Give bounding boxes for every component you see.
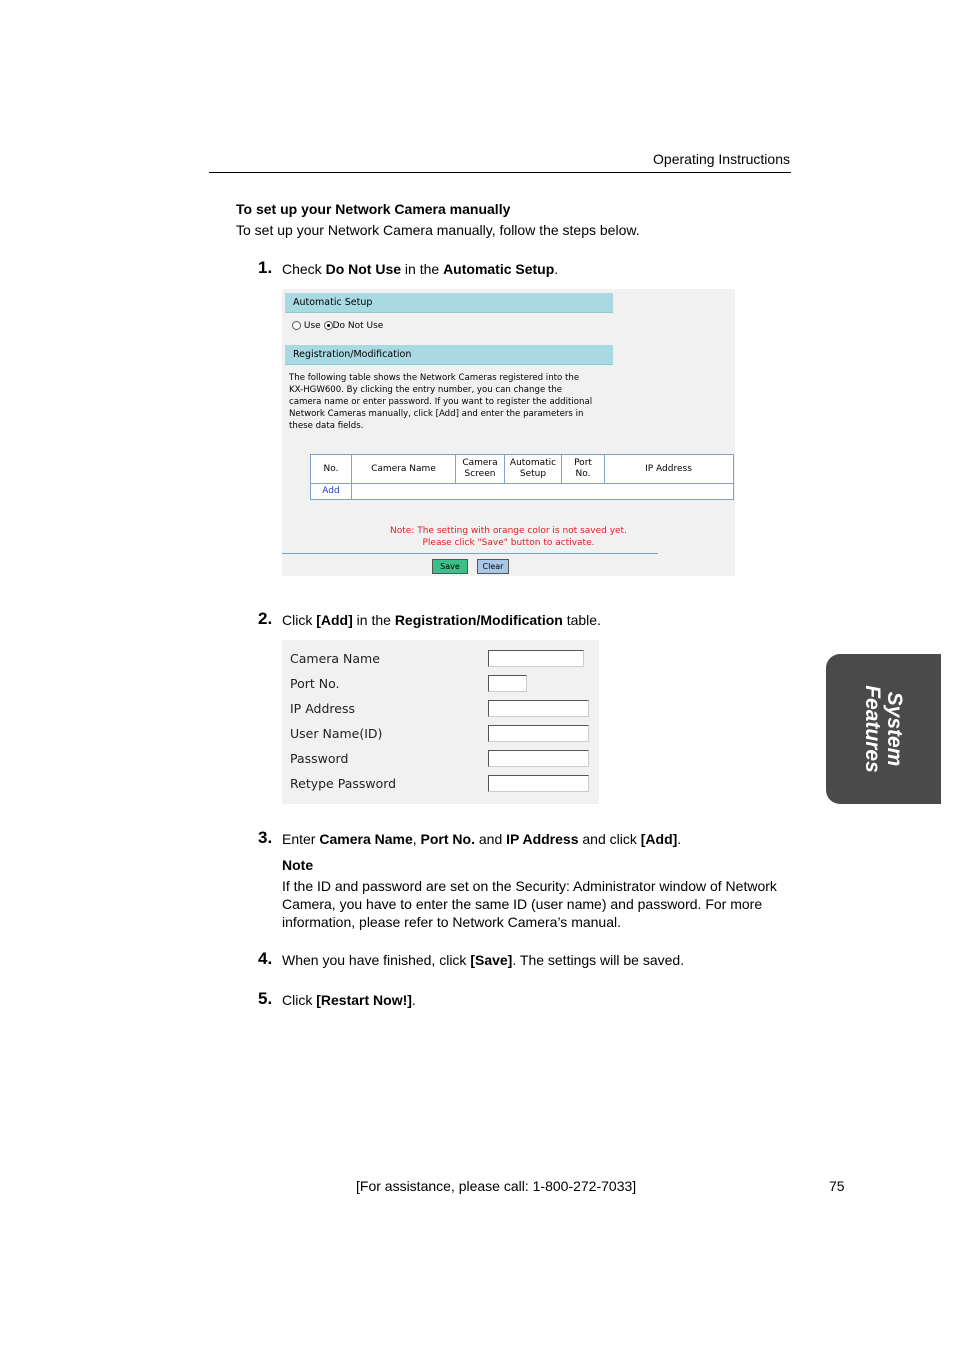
side-tab-label xyxy=(861,685,905,773)
step-1-text: Check Do Not Use in the Automatic Setup. xyxy=(282,261,559,277)
note-line-1: If the ID and password are set on the Security: Administrator window of Network xyxy=(282,878,777,894)
column-header: Camera Name xyxy=(352,455,456,483)
automatic-setup-title: Automatic Setup xyxy=(293,297,373,308)
step-5-text: Click [Restart Now!]. xyxy=(282,992,416,1008)
column-header: Camera Screen xyxy=(456,455,505,483)
intro-text: To set up your Network Camera manually, follow the steps below. xyxy=(236,222,640,238)
note-line-3: information, please refer to Network Camera’s manual. xyxy=(282,914,622,930)
automatic-setup-radios xyxy=(292,321,383,331)
desc-line: The following table shows the Network Cameras registered into the xyxy=(289,373,580,383)
page-number: 75 xyxy=(829,1178,845,1194)
step-2-text: Click [Add] in the Registration/Modification table. xyxy=(282,612,601,628)
password-input[interactable] xyxy=(488,750,589,767)
user-name-label: User Name(ID) xyxy=(290,726,383,741)
column-header: Automatic Setup xyxy=(505,455,562,483)
port-no-label: Port No. xyxy=(290,676,340,691)
side-tab-line-2: Features xyxy=(861,685,884,773)
running-title: Operating Instructions xyxy=(653,151,790,167)
section-heading: To set up your Network Camera manually xyxy=(236,201,511,217)
column-header: Port No. xyxy=(562,455,605,483)
radio-do-not-use-label: Do Not Use xyxy=(332,321,384,331)
unsaved-note-line-2: Please click "Save" button to activate. xyxy=(422,538,595,548)
step-3-number: 3. xyxy=(258,828,273,847)
password-label: Password xyxy=(290,751,349,766)
desc-line: these data fields. xyxy=(289,421,364,431)
step-4-text: When you have finished, click [Save]. The settings will be saved. xyxy=(282,952,685,968)
step-1-number: 1. xyxy=(258,258,273,277)
clear-button[interactable]: Clear xyxy=(477,559,509,574)
registration-add-row xyxy=(310,483,734,500)
divider xyxy=(282,553,658,554)
column-header: IP Address xyxy=(645,463,692,474)
unsaved-note-line-1: Note: The setting with orange color is not saved yet. xyxy=(390,526,627,536)
registration-description xyxy=(289,372,609,432)
user-name-input[interactable] xyxy=(488,725,589,742)
camera-name-label: Camera Name xyxy=(290,651,380,666)
add-link[interactable]: Add xyxy=(311,484,352,499)
desc-line: KX-HGW600. By clicking the entry number, you can change the xyxy=(289,385,563,395)
ip-address-label: IP Address xyxy=(290,701,355,716)
desc-line: camera name or enter password. If you want to register the additional xyxy=(289,397,593,407)
step-2-number: 2. xyxy=(258,609,273,628)
radio-use[interactable] xyxy=(292,321,301,330)
step-3-text: Enter Camera Name, Port No. and IP Address and click [Add]. xyxy=(282,831,682,847)
column-header: No. xyxy=(311,455,352,483)
port-no-input[interactable] xyxy=(488,675,527,692)
side-tab-line-1: System xyxy=(883,691,906,767)
header-rule xyxy=(209,172,791,173)
note-title: Note xyxy=(282,857,314,873)
registration-title: Registration/Modification xyxy=(293,349,412,360)
add-camera-form-screenshot xyxy=(282,640,599,804)
camera-name-input[interactable] xyxy=(488,650,584,667)
retype-password-label: Retype Password xyxy=(290,776,397,791)
registration-table-header xyxy=(310,454,734,484)
retype-password-input[interactable] xyxy=(488,775,589,792)
save-button[interactable]: Save xyxy=(432,559,468,574)
assistance-footer: [For assistance, please call: 1-800-272-7033] xyxy=(356,1178,637,1194)
section-side-tab xyxy=(826,654,941,804)
step-5-number: 5. xyxy=(258,989,273,1008)
desc-line: Network Cameras manually, click [Add] and enter the parameters in xyxy=(289,409,584,419)
automatic-setup-screenshot xyxy=(282,289,735,576)
automatic-setup-bar xyxy=(285,293,613,313)
registration-bar xyxy=(285,345,613,365)
radio-do-not-use[interactable] xyxy=(324,321,333,330)
radio-use-label: Use xyxy=(303,321,321,331)
step-4-number: 4. xyxy=(258,949,273,968)
ip-address-input[interactable] xyxy=(488,700,589,717)
note-line-2: Camera, you have to enter the same ID (user name) and password. For more xyxy=(282,896,763,912)
